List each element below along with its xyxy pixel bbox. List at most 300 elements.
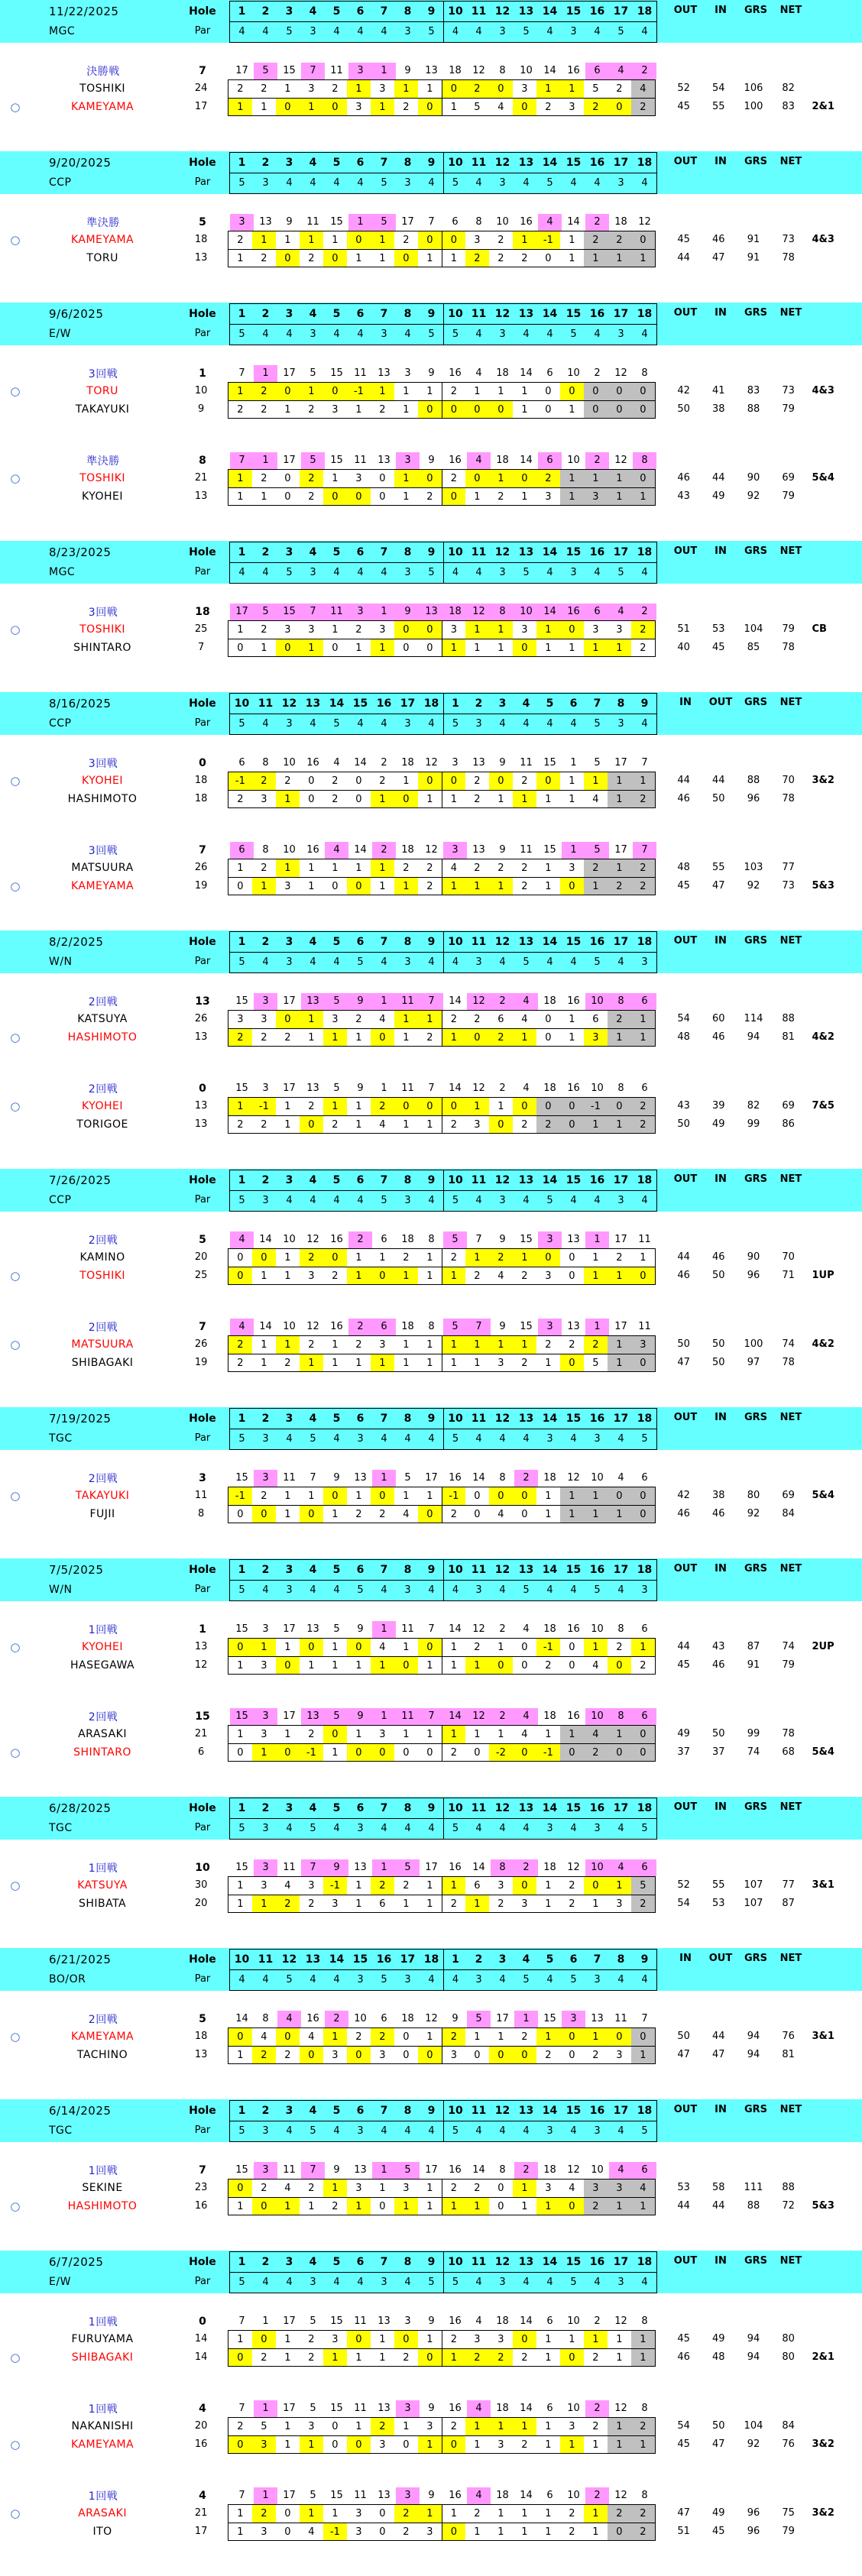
hole-number-cell: 2: [261, 1412, 270, 1425]
hole-score-cell: 2: [584, 1336, 608, 1354]
stroke-index-cell: 4: [475, 367, 482, 379]
stroke-index-cell: 6: [633, 993, 656, 1010]
par-value-cell: 4: [238, 25, 245, 37]
stroke-index-cell: 4: [230, 1319, 254, 1335]
par-value-cell: 3: [262, 1432, 269, 1445]
player-name: NAKANISHI: [71, 2420, 134, 2432]
stroke-index-cell: 13: [354, 1862, 367, 1873]
hole-score-cell: 0: [252, 2331, 276, 2348]
stroke-index-cell: 10: [283, 1321, 296, 1332]
stroke-index-cell: 18: [449, 65, 462, 76]
player-row: [0, 1010, 862, 1028]
stroke-index-cell: 4: [467, 2487, 491, 2504]
hole-score-cell: 1: [608, 1877, 631, 1895]
total-value: 68: [782, 1746, 795, 1758]
total-value: 78: [782, 1357, 795, 1368]
hole-par-table: [229, 1949, 657, 1991]
match: [0, 2313, 862, 2367]
totals-column-label: OUT: [673, 5, 698, 16]
stroke-index-cell: 2: [594, 2315, 601, 2327]
winner-mark: [0, 1656, 31, 1675]
hole-score-cell: 3: [308, 1270, 315, 1282]
stroke-index-cell: 14: [520, 2490, 533, 2501]
stroke-index-cell: 18: [496, 2315, 509, 2327]
hole-score-cell: 1: [465, 621, 489, 639]
hole-score-cell: 6: [497, 1014, 504, 1025]
hole-score-cell: 1: [355, 1880, 362, 1892]
totals-column-label: NET: [779, 2104, 802, 2115]
hole-number-cell: 10: [443, 2252, 467, 2272]
match-handicap: 7: [199, 2164, 206, 2176]
hole-number-cell: 16: [589, 156, 605, 169]
total-value: 53: [712, 623, 725, 635]
hole-score-cell: 1: [521, 386, 528, 397]
stroke-index-cell: 14: [520, 455, 533, 466]
total-value: 91: [747, 234, 760, 245]
totals-column-label: OUT: [673, 935, 698, 947]
total-value: 52: [677, 83, 690, 94]
hole-score-cell: 1: [442, 1354, 465, 1371]
hole-score-cell: 2: [237, 83, 244, 95]
hole-score-cell: 2: [616, 1642, 623, 1653]
hole-number-row: [230, 1170, 656, 1190]
hole-score-cell: 0: [631, 1354, 655, 1371]
totals-column-label: NET: [779, 1412, 802, 1423]
hole-par-labels: [176, 2101, 229, 2141]
hole-score-cell: 1: [403, 1490, 410, 1502]
par-value-cell: 4: [262, 717, 269, 730]
hole-score-cell: 0: [474, 1509, 481, 1520]
total-value: 96: [747, 2526, 760, 2537]
hole-number-cell: 18: [637, 1173, 653, 1186]
hole-score-cell: 2: [569, 1898, 575, 1910]
winner-mark: [0, 639, 31, 657]
hole-score-cell: 1: [426, 2183, 433, 2194]
hole-number-cell: 14: [329, 697, 345, 710]
stroke-index-cell: 9: [357, 1623, 364, 1635]
stroke-index-cell: 17: [614, 1321, 627, 1332]
stroke-index-cell: 5: [254, 63, 277, 79]
par-value-cell: 3: [404, 25, 411, 37]
hole-score-cell: 1: [631, 2047, 655, 2063]
par-value-cell: 4: [523, 328, 530, 340]
round-label: 2回戦: [88, 1083, 118, 1095]
hole-score-cell: 1: [640, 1252, 646, 1264]
player-handicap: 26: [194, 862, 208, 873]
hole-score-cell: 2: [284, 1358, 291, 1369]
score-cells: [228, 1638, 656, 1656]
hole-number-cell: 8: [617, 1953, 625, 1966]
totals-column-label: IN: [715, 1563, 727, 1574]
par-value-cell: 4: [475, 328, 482, 340]
hole-number-cell: 3: [498, 1953, 507, 1966]
date-course: [0, 1170, 176, 1210]
stroke-index-cell: 12: [614, 2403, 627, 2414]
stroke-index-cell: 15: [277, 604, 301, 620]
hole-score-cell: 1: [474, 2031, 481, 2043]
hole-number-cell: 13: [518, 1801, 534, 1814]
stroke-index-cell: 15: [543, 757, 556, 769]
hole-score-cell: 0: [560, 1744, 584, 1761]
player-row: [0, 1097, 862, 1115]
date-header-band: [0, 2251, 862, 2293]
hole-number-cell: 18: [637, 1563, 653, 1576]
player-handicap: 13: [194, 252, 208, 264]
hole-score-cell: 0: [379, 2508, 386, 2519]
stroke-index-cells: [230, 1231, 656, 1248]
stroke-index-cells: [230, 1859, 656, 1876]
hole-score-cell: 1: [323, 1098, 347, 1115]
hole-number-cell: 9: [427, 2255, 436, 2268]
hole-score-cell: 1: [521, 2201, 528, 2212]
stroke-index-cell: 6: [585, 63, 609, 79]
player-name: SHIBAGAKI: [71, 1357, 134, 1369]
hole-score-cell: 2: [237, 794, 244, 805]
hole-score-cell: 0: [323, 99, 347, 115]
hole-score-cell: 1: [237, 1898, 244, 1910]
hole-score-cell: 1: [252, 1639, 276, 1656]
par-row: [230, 1969, 656, 1990]
stroke-index-cell: 9: [428, 367, 435, 379]
par-value-cell: 4: [443, 1970, 467, 1990]
hole-score-cell: 3: [616, 2050, 623, 2061]
stroke-index-cell: 16: [567, 1083, 580, 1094]
hole-score-cell: 1: [608, 1354, 631, 1371]
hole-number-cell: 4: [309, 1173, 317, 1186]
stroke-index-cell: 1: [372, 1621, 396, 1638]
total-value: 92: [747, 490, 760, 502]
hole-score-cell: 0: [513, 1744, 536, 1761]
hole-score-cell: 1: [237, 862, 244, 874]
par-value-cell: 5: [443, 2121, 467, 2141]
stroke-index-cell: 4: [467, 452, 491, 469]
hole-number-cell: 18: [637, 156, 653, 169]
hole-score-cell: 1: [379, 2334, 386, 2345]
hole-score-cell: 2: [584, 231, 608, 249]
total-value: 47: [712, 252, 725, 264]
totals-header: [668, 692, 809, 714]
hole-score-cell: 2: [371, 1877, 394, 1895]
par-value-cell: 4: [428, 956, 435, 968]
hole-label: Hole: [189, 308, 216, 320]
hole-score-cell: 2: [616, 1252, 623, 1264]
hole-score-cell: 3: [592, 624, 599, 636]
player-handicap: 7: [197, 642, 205, 653]
hole-score-cell: 1: [379, 2183, 386, 2194]
par-value-cell: 4: [546, 1973, 553, 1985]
match-result: 5&4: [812, 1746, 834, 1758]
player-name: KAMEYAMA: [70, 101, 134, 113]
stroke-index-cell: 13: [472, 844, 485, 856]
hole-score-cell: 1: [489, 1336, 513, 1354]
par-value-cell: 4: [475, 2125, 482, 2137]
stroke-index-cell: 3: [254, 2162, 277, 2179]
par-value-cell: 5: [238, 328, 245, 340]
stroke-index-cell: 18: [543, 1083, 556, 1094]
hole-number-cell: 6: [356, 935, 365, 948]
stroke-index-row: [0, 214, 862, 231]
hole-number-cell: 5: [332, 545, 341, 558]
hole-score-cell: 1: [426, 1252, 433, 1264]
totals-column-label: NET: [779, 1173, 802, 1185]
par-value-cell: 4: [641, 2276, 648, 2288]
par-value-cell: 5: [357, 956, 364, 968]
match-result: 5&4: [812, 472, 834, 484]
hole-number-cell: 14: [542, 1563, 558, 1576]
hole-score-cell: 1: [465, 878, 489, 895]
match-block: [0, 1558, 862, 1762]
stroke-index-cell: 11: [354, 455, 367, 466]
par-row: [230, 1580, 656, 1600]
player-row: [0, 1725, 862, 1743]
hole-score-cell: 3: [355, 2508, 362, 2519]
stroke-index-cell: 6: [641, 1472, 648, 1484]
match-result: [805, 1248, 862, 1267]
hole-score-cell: 1: [442, 2505, 465, 2523]
hole-number-cell: 3: [285, 307, 293, 320]
hole-number-cell: 8: [617, 697, 625, 710]
total-value: 106: [744, 83, 763, 94]
hole-score-cell: 0: [513, 2047, 536, 2063]
hole-score-cell: 3: [521, 1898, 528, 1910]
match-result: 2UP: [812, 1641, 834, 1652]
hole-score-cell: 1: [371, 791, 394, 807]
hole-score-cell: 1: [560, 2436, 584, 2453]
hole-score-cell: 1: [300, 383, 323, 400]
hole-score-cell: 2: [584, 859, 608, 877]
hole-number-cell: 15: [565, 156, 582, 169]
hole-score-cell: 2: [237, 1119, 244, 1131]
hole-score-cell: 0: [442, 488, 465, 505]
total-value: 49: [712, 490, 725, 502]
hole-score-cell: 1: [308, 1490, 315, 1502]
hole-score-cell: 0: [560, 383, 584, 400]
par-value-cell: 4: [570, 956, 577, 968]
par-value-cell: 3: [617, 1194, 624, 1206]
hole-score-cell: 1: [237, 2334, 244, 2345]
hole-number-cell: 9: [640, 697, 649, 710]
hole-number-cell: 12: [494, 307, 510, 320]
spacer: [656, 2435, 666, 2454]
hole-par-labels: [176, 304, 229, 344]
hole-score-cell: 1: [355, 1490, 362, 1502]
hole-score-cell: 2: [308, 2183, 315, 2194]
hole-number-cell: 17: [613, 1412, 629, 1425]
hole-score-cell: 2: [640, 1660, 646, 1671]
total-value: 83: [782, 101, 795, 112]
hole-score-cell: 1: [355, 1660, 362, 1671]
match: [0, 452, 862, 506]
hole-number-cell: 10: [443, 1798, 467, 1818]
hole-score-cell: 1: [347, 80, 371, 98]
hole-number-cell: 13: [518, 935, 534, 948]
par-value-cell: 4: [546, 328, 553, 340]
course-name: W/N: [49, 1584, 73, 1596]
hole-number-cell: 8: [403, 1412, 412, 1425]
stroke-index-cell: 1: [562, 842, 585, 859]
hole-score-cell: -1: [442, 1487, 465, 1505]
score-cells: [228, 1028, 656, 1047]
course-name: TGC: [49, 1822, 73, 1834]
hole-score-cell: 0: [276, 383, 300, 400]
hole-score-cell: 3: [332, 1898, 339, 1910]
spacer: [656, 1487, 666, 1505]
score-cells: [228, 2046, 656, 2064]
par-value-cell: 4: [475, 176, 482, 189]
stroke-index-cell: 11: [638, 1321, 651, 1332]
hole-par-table: [229, 1408, 657, 1450]
hole-score-cell: 3: [261, 2526, 267, 2538]
hole-score-cell: 1: [426, 1270, 433, 1282]
hole-number-cell: 13: [518, 1173, 534, 1186]
stroke-index-cell: 8: [641, 2490, 648, 2501]
player-handicap: 14: [194, 2351, 208, 2363]
hole-score-cell: 0: [403, 642, 410, 654]
hole-score-cell: 3: [426, 2526, 433, 2538]
par-value-cell: 3: [499, 566, 506, 578]
hole-score-cell: 4: [497, 102, 504, 113]
totals-column-label: GRS: [744, 2255, 768, 2267]
hole-score-cell: 1: [371, 1657, 394, 1674]
winner-mark: ○: [10, 2351, 21, 2364]
stroke-index-cell: 8: [475, 216, 482, 228]
hole-score-cell: 0: [332, 642, 339, 654]
total-value: 55: [712, 862, 725, 873]
par-value-cell: 4: [617, 1432, 624, 1445]
hole-number-cell: 18: [637, 5, 653, 18]
totals-column-label: IN: [679, 697, 692, 708]
total-value: 99: [747, 1118, 760, 1130]
hole-number-cell: 12: [494, 1173, 510, 1186]
hole-number-cell: 13: [518, 2104, 534, 2117]
match-handicap: 7: [199, 1321, 206, 1333]
stroke-index-cell: 13: [567, 1234, 580, 1245]
hole-par-labels: [176, 932, 229, 972]
stroke-index-cell: 7: [238, 2315, 245, 2327]
par-value-cell: 5: [381, 176, 387, 189]
hole-score-cell: 0: [631, 1487, 655, 1505]
hole-score-cell: 1: [465, 1895, 489, 1912]
hole-number-cell: 14: [542, 935, 558, 948]
hole-score-cell: 2: [355, 1014, 362, 1025]
par-value-cell: 3: [594, 1432, 601, 1445]
hole-score-cell: 0: [308, 775, 315, 787]
stroke-index-cell: 4: [523, 1623, 530, 1635]
match-handicap: 5: [199, 2013, 206, 2025]
hole-score-cell: 2: [584, 99, 608, 115]
stroke-index-cell: 9: [348, 993, 372, 1010]
stroke-index-cell: 8: [499, 1472, 506, 1484]
hole-number-cell: 17: [400, 697, 416, 710]
player-row: [0, 790, 862, 808]
player-row: [0, 1115, 862, 1134]
player-handicap: 16: [194, 2438, 208, 2450]
hole-score-cell: 0: [394, 621, 418, 639]
hole-score-cell: 2: [631, 1895, 655, 1912]
stroke-index-cell: 6: [546, 367, 553, 379]
hole-score-cell: 0: [569, 1642, 575, 1653]
hole-score-cell: 0: [474, 1490, 481, 1502]
hole-score-cell: 2: [261, 1490, 267, 1502]
stroke-index-cell: 10: [585, 1859, 609, 1876]
score-cells: [228, 2435, 656, 2454]
hole-score-cell: 0: [355, 775, 362, 787]
stroke-index-cell: 16: [520, 216, 533, 228]
hole-score-cell: 1: [403, 775, 410, 787]
hole-score-cell: 1: [300, 2505, 323, 2523]
hole-score-cell: 1: [545, 1880, 552, 1892]
stroke-index-cell: 15: [235, 1623, 248, 1635]
hole-score-cell: 1: [560, 488, 584, 505]
player-handicap: 18: [194, 775, 208, 786]
par-value-cell: 4: [333, 566, 340, 578]
par-value-cell: 5: [333, 717, 340, 730]
hole-score-cell: 3: [474, 235, 481, 246]
hole-score-cell: 1: [284, 1101, 291, 1112]
hole-label: Hole: [189, 936, 216, 948]
hole-score-cell: 1: [536, 2198, 560, 2215]
match-date: 9/20/2025: [49, 156, 112, 170]
total-value: 92: [747, 1508, 760, 1519]
player-row: [0, 2197, 862, 2215]
par-value-cell: 4: [570, 1432, 577, 1445]
score-cells: [228, 98, 656, 116]
hole-score-cell: 1: [332, 2508, 339, 2519]
stroke-index-cell: 10: [283, 844, 296, 856]
hole-score-cell: 1: [545, 1490, 552, 1502]
totals-header: [668, 0, 809, 21]
hole-score-cell: 4: [403, 1509, 410, 1520]
total-value: 43: [677, 1100, 690, 1112]
hole-score-cell: 2: [261, 253, 267, 264]
par-value-cell: 4: [641, 328, 648, 340]
hole-score-cell: 0: [403, 2050, 410, 2061]
hole-number-cell: 5: [546, 1953, 554, 1966]
total-value: 73: [782, 880, 795, 892]
hole-score-cell: 1: [569, 642, 575, 654]
par-value-cell: 4: [475, 1822, 482, 1834]
hole-label: Hole: [189, 1953, 216, 1966]
totals-header: [668, 151, 809, 173]
total-value: 78: [782, 642, 795, 653]
hole-number-cell: 10: [443, 2, 467, 21]
hole-score-cell: 0: [608, 1657, 631, 1674]
hole-score-cell: 1: [442, 1877, 465, 1895]
stroke-index-cell: 18: [496, 2403, 509, 2414]
spacer: [656, 1725, 666, 1743]
player-name: KYOHEI: [82, 490, 124, 503]
hole-score-cell: 1: [442, 99, 465, 115]
hole-score-cell: 1: [631, 2349, 655, 2366]
stroke-index-cell: 1: [372, 1470, 396, 1487]
hole-number-cell: 8: [403, 935, 412, 948]
total-value: 50: [712, 1728, 725, 1739]
par-value-cell: 4: [523, 176, 530, 189]
hole-number-cell: 18: [637, 545, 653, 558]
hole-par-table: [229, 542, 657, 584]
hole-score-cell: 1: [403, 1642, 410, 1653]
stroke-index-cell: 18: [401, 844, 414, 856]
hole-score-cell: 1: [465, 2198, 489, 2215]
hole-score-cell: 0: [228, 2436, 252, 2453]
match: [0, 1319, 862, 1372]
total-value: 96: [747, 2507, 760, 2519]
par-value-cell: 4: [523, 717, 530, 730]
stroke-index-cell: 7: [428, 1083, 435, 1094]
stroke-index-cell: 7: [420, 993, 443, 1010]
stroke-index-cell: 13: [425, 65, 438, 76]
stroke-index-cell: 8: [428, 1234, 435, 1245]
